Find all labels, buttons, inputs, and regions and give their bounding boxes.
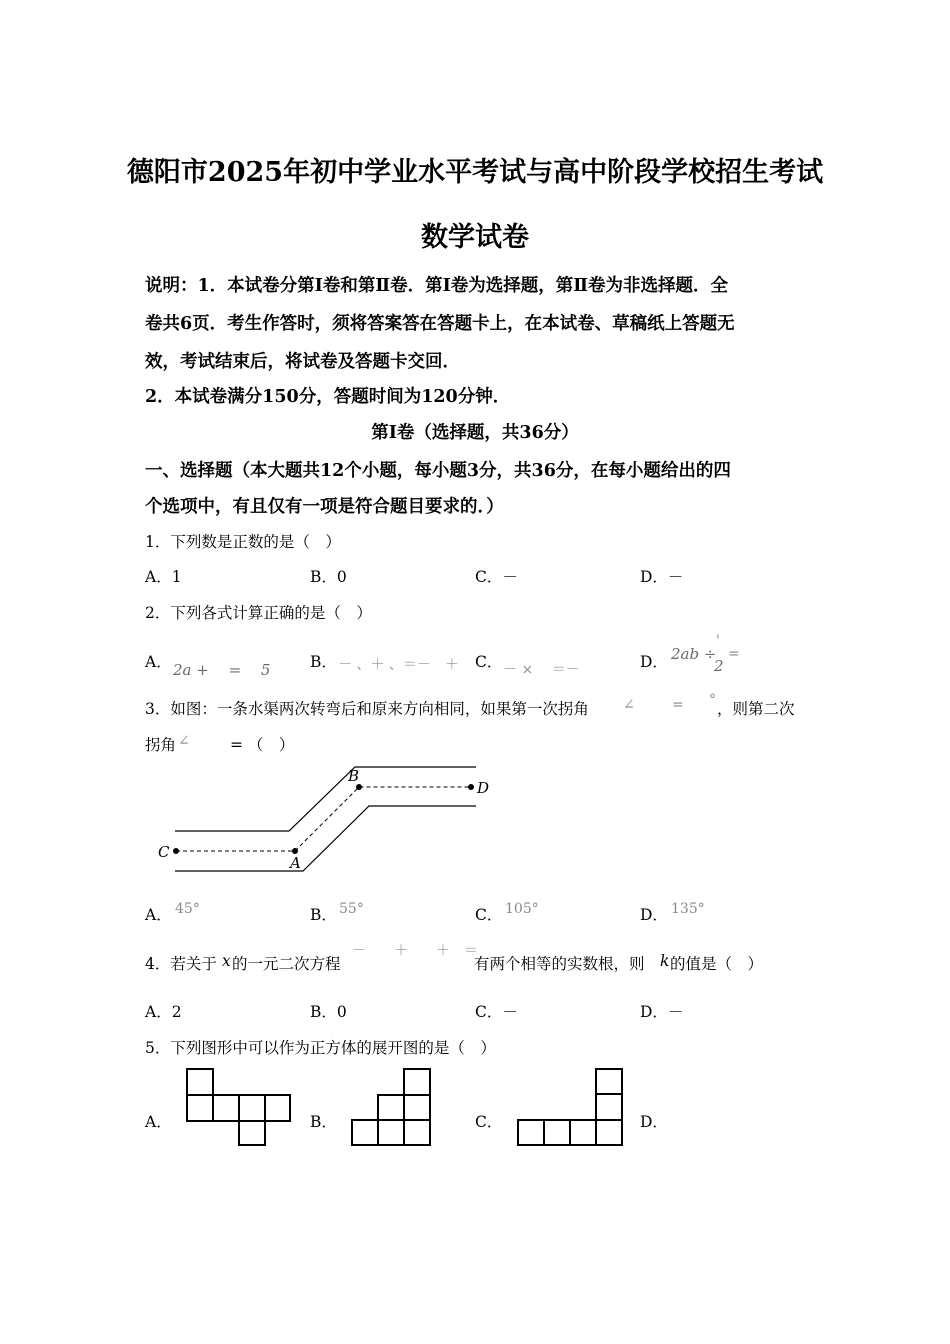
net-b <box>352 1069 430 1145</box>
q3-angle-symbol-1: ∠ <box>623 697 635 713</box>
q3-equals-1: = <box>672 697 684 713</box>
q4-option-c: C．－ <box>475 1003 518 1021</box>
q1-option-b: B．0 <box>310 568 347 586</box>
q2-option-d-expr: 2ab ÷ <box>671 645 717 663</box>
q3-option-c: C． <box>475 906 503 924</box>
q1-option-d: D．－ <box>640 568 684 586</box>
q2-stem: 2．下列各式计算正确的是（ ） <box>145 604 372 622</box>
q2-option-d-numerator: ' <box>716 633 720 649</box>
q1-option-a: A．1 <box>145 568 182 586</box>
q3-angle-symbol-2: ∠ <box>178 733 190 749</box>
q3-option-b-value: 55° <box>339 901 364 917</box>
q5-option-b: B． <box>310 1113 337 1131</box>
q2-option-a-expr: 2a + = 5 <box>173 661 271 679</box>
q4-option-a: A．2 <box>145 1003 182 1021</box>
q3-stem-line-2: 拐角 <box>145 736 177 754</box>
q4-stem-mid: 的一元二次方程 <box>232 955 341 973</box>
label-b: B <box>348 767 360 785</box>
q1-option-c: C．－ <box>475 568 518 586</box>
q4-stem-post: 有两个相等的实数根，则 <box>474 955 645 973</box>
label-d: D <box>477 779 490 797</box>
notes-line-2: 卷共6页．考生作答时，须将答案答在答题卡上，在本试卷、草稿纸上答题无 <box>145 314 735 334</box>
q5-option-d: D． <box>640 1113 668 1131</box>
q4-equation: － ＋ ＋ ＝ <box>352 943 478 959</box>
q3-degree-symbol: ° <box>709 692 716 708</box>
q4-option-b: B．0 <box>310 1003 347 1021</box>
part1-instruction-1: 一、选择题（本大题共12个小题，每小题3分，共36分，在每小题给出的四 <box>145 461 731 481</box>
q3-option-a-value: 45° <box>175 901 200 917</box>
notes-line-4: 2．本试卷满分150分，答题时间为120分钟． <box>145 387 511 407</box>
q2-option-a: A． <box>145 653 172 671</box>
notes-line-3: 效，考试结束后，将试卷及答题卡交回． <box>145 352 460 372</box>
net-c <box>518 1069 622 1145</box>
q3-stem-tail: ，则第二次 <box>717 700 795 718</box>
q2-option-d-denominator: 2 <box>714 657 724 675</box>
q4-var-x: x <box>222 952 231 970</box>
section-header: 第Ⅰ卷（选择题，共36分） <box>371 423 579 443</box>
notes-line-1: 说明：1．本试卷分第Ⅰ卷和第Ⅱ卷．第Ⅰ卷为选择题，第Ⅱ卷为非选择题．全 <box>145 276 729 296</box>
q2-option-b-expr: － 、＋ 、＝－ ＋ <box>338 657 459 673</box>
q3-stem-line-2-tail: = （ ） <box>230 736 295 754</box>
q4-stem-end: 的值是（ ） <box>670 955 764 973</box>
q5-option-c: C． <box>475 1113 503 1131</box>
q1-stem: 1．下列数是正数的是（ ） <box>145 533 341 551</box>
q3-option-d: D． <box>640 906 668 924</box>
q3-option-d-value: 135° <box>671 901 705 917</box>
net-a <box>187 1069 290 1145</box>
q2-option-d-equals: = <box>728 646 740 662</box>
q3-option-c-value: 105° <box>505 901 539 917</box>
q5-option-a: A． <box>145 1113 172 1131</box>
exam-title: 德阳市2025年初中学业水平考试与高中阶段学校招生考试 <box>126 157 824 188</box>
q4-var-k: k <box>660 952 670 970</box>
q5-stem: 5．下列图形中可以作为正方体的展开图的是（ ） <box>145 1039 496 1057</box>
label-c: C <box>158 843 170 861</box>
exam-subtitle: 数学试卷 <box>421 222 529 253</box>
q4-stem-pre: 4．若关于 <box>145 955 217 973</box>
q2-option-b: B． <box>310 653 337 671</box>
label-a: A <box>290 854 301 872</box>
q4-option-d: D．－ <box>640 1003 684 1021</box>
q2-option-c-expr: － × ＝－ <box>503 662 580 678</box>
q3-stem-line-1: 3．如图：一条水渠两次转弯后和原来方向相同，如果第一次拐角 <box>145 700 589 718</box>
q3-option-a: A． <box>145 906 172 924</box>
q2-option-c: C． <box>475 653 503 671</box>
part1-instruction-2: 个选项中，有且仅有一项是符合题目要求的．） <box>145 497 504 517</box>
q2-option-d: D． <box>640 653 668 671</box>
q3-option-b: B． <box>310 906 337 924</box>
